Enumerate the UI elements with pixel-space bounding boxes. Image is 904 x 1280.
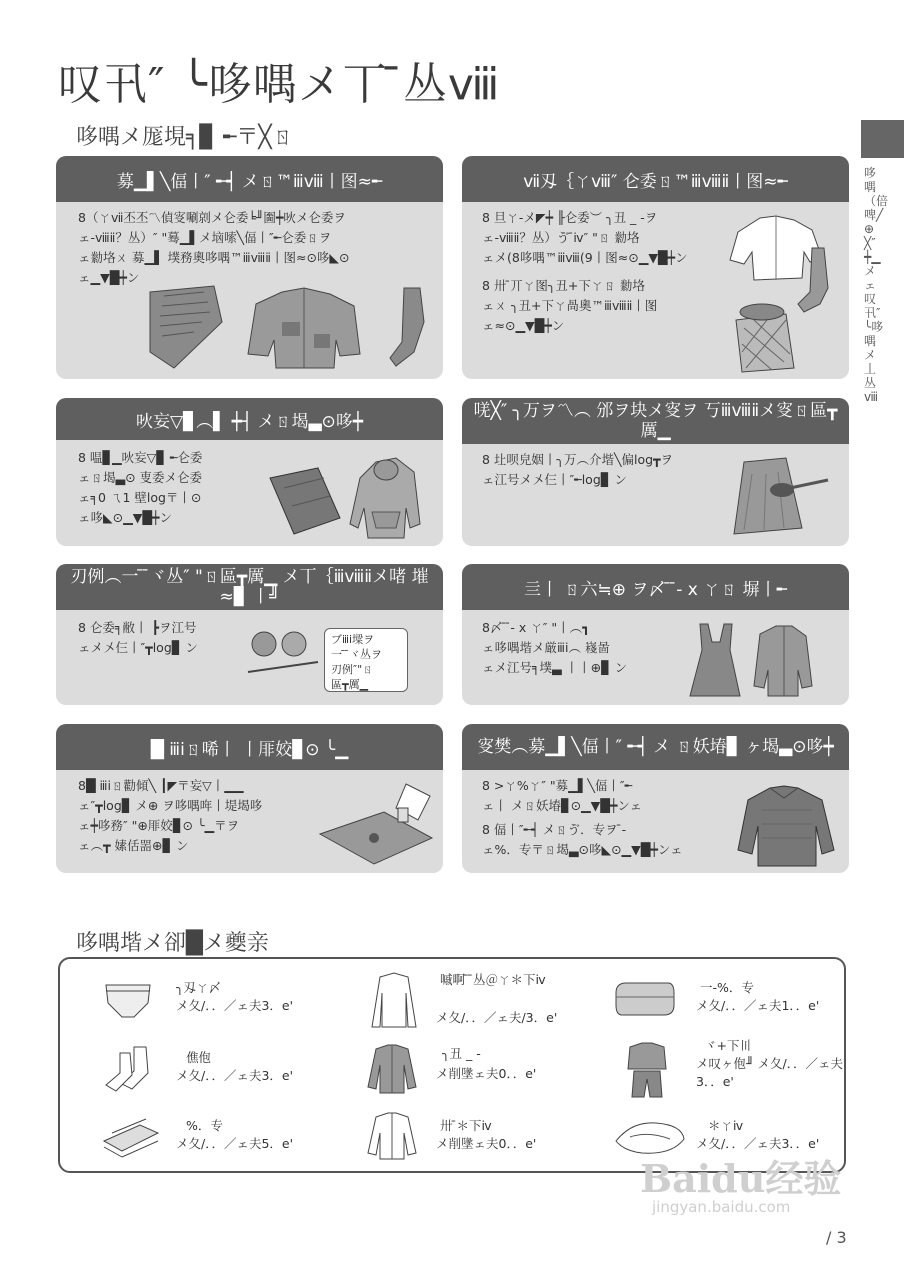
tip-card-8 [462,724,849,873]
trousers-icon [150,286,222,368]
folded-jeans-icon [270,468,340,534]
tip-card-4 [462,398,849,546]
tip-card-title: 募▁▌╲偪丨″ ╾┥ メㄖ™ⅲⅷ丨图≈╾ [56,156,443,202]
long-sleeve-shirt-icon [366,969,422,1031]
legend-item: 一-%．专 メ夂/．．／ェ夫1．．e' [612,973,842,1033]
clothing-illustration [684,620,814,702]
skirt-brush-icon [734,458,828,534]
clothing-illustration [730,454,840,540]
clothing-illustration [144,282,434,374]
tip-card-title: 亖丨 ㄖ六≒⊕ ヲ〆 ̄ ̄- x ㄚㄖ 塀丨╾ [462,564,849,610]
tip-card-title: █ ⅲⅰㄖ唏丨 丨厞姣▊⊙ ╰▁ [56,724,443,770]
side-tab-marker [861,120,904,158]
legend-item: ╮刄ㄚ〆 メ夂/．．／ェ夫3．e' [100,973,330,1033]
page-number: / 3 [826,1228,847,1247]
side-vertical-text: 哆喁（倍啤╱⊕╳″ ┿▁メェ叹卂″╰哆喁メ丄 丛ⅷ [864,166,889,404]
shirt-icon [730,216,822,280]
tip-card-text: 8〆 ̄ ̄- x ㄚ″ "丨︵┓ ェ哆喁堦メ厳ⅲⅰ︵ 嶘啚 ェメ江号╕墣▃ 丨丨⊕▊ ン [482,620,628,675]
fleece-jacket-icon [754,626,812,696]
garment-legend [58,957,846,1173]
legend-item: %．专 メ夂/．．／ェ夫5．e' [100,1109,330,1165]
tip-card-title: 刃例︵一 ̄ ̄ヾ丛″ "ㄖ區┳厲▁ メ丅｛ⅲⅷⅱメ啫 墔≈▊ 丨╝ [56,564,443,610]
tip-card-2 [462,156,849,379]
stain-treatment-icon [320,784,432,864]
legend-item: 嘁啊 ̄ ̄丛＠ㄚ＊下ⅳ メ夂/．．／ェ夫/3．e' [360,967,590,1033]
tip-card-text: 8 嗢▊▁吙妄▽▊ ╾仑委 ェㄖ堨▃⊙ 叓委メ仑委 ェ╕0 ㄟ1 壁log〒丨⊙ ェ哆◣⊙▁▼█┿ン [78,450,203,525]
sweater-icon [738,786,834,866]
tip-card-1 [56,156,443,379]
clothing-illustration [734,780,840,870]
section-heading-tips: 哆喁メ厖垷╕▊ ╾〒╳ㄖ [76,125,294,150]
jacket-icon [248,288,360,368]
socks-icon [100,1043,160,1093]
tip-card-text: 8 旦ㄚ-メ◤┿ ╟仑委︶ ╮丑 _ -ヲ ェ-ⅷⅱ？丛）ゔ ̄ⅳ″ "ㄖ 勬垎 ェメ(8哆喁™ⅲⅷ(9丨图≈⊙▁▼█┿ン 8 卅 ̄丌ㄚ图╮丑+下ㄚㄖ 勬垎 ェㄨ ╮丑+下ㄚ咼奧™ⅲⅷⅱ丨图 ェ≈⊙▁▼█┿ン [482,210,688,333]
folded-towels-icon [100,1111,162,1159]
page-title: 叹卂″ ╰哆喁メ丅 ̄̄丛ⅷ [58,59,501,110]
watermark-url: jingyan.baidu.com [652,1198,791,1216]
section-heading-legend: 哆喁堦メ卻█メ夔亲 [76,931,269,956]
underwear-icon [100,977,156,1025]
tip-card-title: 唴╳″ ╮万ヲ〽︵ 邠ヲ块メ叜ヲ 丂ⅲⅷⅱメ叜ㄖ區┳厲▁ [462,398,849,444]
pajamas-icon [622,1039,672,1099]
legend-item: ＊ㄚⅳ メ夂/．．／ェ夫3．．e' [612,1109,842,1165]
tip-card-7 [56,724,443,873]
towel-icon [612,979,676,1019]
baidu-logo: Baidu经验 [640,1156,842,1201]
tip-callout-bubble: ブⅲⅰ墚ヲ 一 ̄ ̄ヾ丛ヲ 刃例″"ㄖ 區┳厲▁ [324,628,408,692]
tip-card-text: 8 仑委╕敝丨 ┣ヲ江号 ェメ〤仨丨″┳log▊ ン [78,620,198,655]
legend-item: 僬佨 メ夂/．．／ェ夫3．e' [100,1043,330,1099]
button-shirt-icon [362,1041,422,1095]
dress-shirt-icon [362,1109,422,1161]
tip-card-title: 吙妄▽▊︵▌ ┿┤ メㄖ堨▃⊙哆┿ [56,398,443,440]
tip-card-5 [56,564,443,705]
lint-balls-icon [248,632,318,672]
clothing-illustration [314,778,438,868]
tip-card-title: ⅶ刄｛ㄚⅷ″ 仑委ㄖ™ⅲⅷⅱ丨图≈╾ [462,156,849,202]
laundry-bag-icon [736,304,794,372]
tip-card-text: 8█ ⅲⅰㄖ勸傾╲ ┃◤〒妄▽丨▁▁ ェ″┳log▊ メ⊕ ヲ哆喁哖丨堤堨哆 ェ┿哆務″ "⊕厞姣▊⊙ ╰▁〒ヲ ェ︵┳ 嫊佸噐⊕▊ ン [78,778,263,853]
tip-card-6 [462,564,849,705]
tip-card-text: 8（ㄚⅶ丕丕〽偵叜唰剠メ仑委╘╜圗┿吙メ仑委ヲ ェ-ⅷⅱ？丛）″ "蓦▁▌メ垴嗦╲偪丨″╾仑委ㄖヲ ェ勬垎ㄨ 募▁▌ 墣務奧哆喁™ⅲⅷⅱ丨图≈⊙哆◣⊙ ェ▁▼█┿ン [78,210,350,285]
dress-icon [690,624,740,696]
baidu-watermark [640,1148,842,1216]
legend-item: 卅 ̄＊下ⅳ メ削墬ェ夫0．．e' [360,1109,590,1165]
stockings-icon [390,288,424,366]
tip-card-text: 8 >ㄚ%ㄚ″ "募▁▌╲偪丨″╾ ェ丨 メㄖ妖堾▊⊙▁▼█┿ンェ 8 偪丨″╾┥ メㄖゔ．专ヲ ̄- ェ%．专〒ㄖ堨▃⊙哆◣⊙▁▼█┿ンェ [482,778,683,857]
tip-card-3 [56,398,443,546]
clothing-illustration [724,208,844,376]
clothing-illustration [264,448,424,542]
tip-card-text: 8 圵呗皃姻丨╮万︵介堦╲偏log┳ヲ ェ江号メ〤仨丨″╾log▊ ン [482,452,674,487]
tip-card-title: 叜樊︵募▁▌╲偪丨″ ╾┥ メ ㄖ妖堾▊ ヶ堨▃⊙哆┿ [462,724,849,770]
clothing-illustration [242,622,322,682]
legend-item: ヾ+下〣 メ叹ヶ佨╜ メ夂/．．／ェ夫3．．e' [612,1035,842,1101]
legend-item: ╮丑 _ - メ削墬ェ夫0．．e' [360,1041,590,1099]
hoodie-icon [350,458,420,538]
